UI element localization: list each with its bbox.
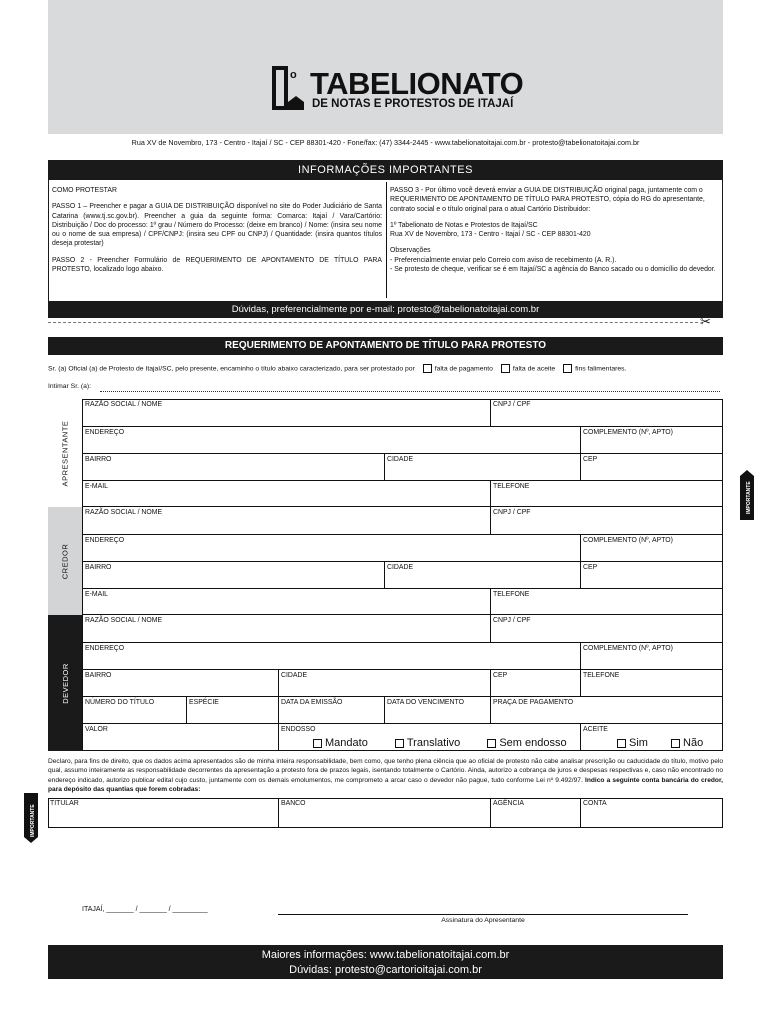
svg-text:o: o	[290, 69, 297, 81]
valor-field[interactable]	[82, 723, 278, 751]
apresentante-telefone-field[interactable]	[490, 480, 723, 507]
info-left-column	[52, 186, 382, 281]
devedor-cnpj-field[interactable]	[490, 615, 723, 642]
aceite-field	[580, 723, 723, 751]
importante-left-label: IMPORTANTE	[30, 804, 36, 837]
field-label: COMPLEMENTO (Nº, APTO)	[583, 537, 673, 544]
field-label: CEP	[493, 672, 508, 679]
translativo-checkbox[interactable]	[395, 739, 404, 748]
assinatura-label: Assinatura do Apresentante	[441, 917, 525, 924]
field-label: TITULAR	[50, 800, 79, 807]
credor-cidade-field[interactable]	[384, 561, 580, 588]
declaracao	[48, 757, 723, 795]
apresentante-endereco-field[interactable]	[82, 426, 580, 453]
apresentante-side	[48, 399, 82, 507]
credor-email-field[interactable]	[82, 588, 490, 615]
logo-subtitle: DE NOTAS E PROTESTOS DE ITAJAÍ	[312, 98, 514, 110]
footer-band	[48, 945, 723, 979]
credor-endereco-field[interactable]	[82, 534, 580, 561]
endosso-options	[313, 737, 567, 749]
credor-complemento-field[interactable]	[580, 534, 723, 561]
falta-aceite-label: falta de aceite	[512, 365, 556, 373]
field-label: ACEITE	[583, 726, 608, 733]
endosso-field	[278, 723, 580, 751]
devedor-side	[48, 615, 82, 751]
field-label: BANCO	[281, 800, 306, 807]
declaracao-bold: Indico a seguinte conta bancária do credor, para depósito das quantias que forem cobradas:	[48, 776, 723, 794]
devedor-telefone-field[interactable]	[580, 669, 723, 696]
field-label: VALOR	[85, 726, 108, 733]
obs-title: Observações	[390, 247, 431, 255]
field-label: CIDADE	[387, 564, 414, 571]
nao-checkbox[interactable]	[671, 739, 680, 748]
endereco-2: Rua XV de Novembro, 173 - Centro - Itajaí / SC - CEP 88301-420	[390, 231, 591, 239]
credor-razao-field[interactable]	[82, 507, 490, 534]
field-label: NÚMERO DO TÍTULO	[85, 699, 155, 706]
apresentante-email-field[interactable]	[82, 480, 490, 507]
sim-checkbox[interactable]	[617, 739, 626, 748]
passo-2: PASSO 2 - Preencher Formulário de REQUERIMENTO DE APONTAMENTO DE TÍTULO PARA PROTESTO, localizado logo abaixo.	[52, 256, 382, 274]
aceite-options	[617, 737, 703, 749]
sim-label: Sim	[629, 737, 648, 749]
field-label: ENDEREÇO	[85, 429, 125, 436]
intimar-field[interactable]	[100, 391, 720, 392]
data-emissao-field[interactable]	[278, 696, 384, 723]
apresentante-cidade-field[interactable]	[384, 453, 580, 480]
titular-field[interactable]	[48, 798, 278, 828]
field-label: COMPLEMENTO (Nº, APTO)	[583, 645, 673, 652]
field-label: CIDADE	[281, 672, 308, 679]
form-title: REQUERIMENTO DE APONTAMENTO DE TÍTULO PARA PROTESTO	[48, 337, 723, 355]
fins-falimentares-checkbox[interactable]	[563, 364, 572, 373]
field-label: BAIRRO	[85, 456, 112, 463]
obs-1: - Preferencialmente enviar pelo Correio com aviso de recebimento (A. R.).	[390, 256, 617, 264]
devedor-complemento-field[interactable]	[580, 642, 723, 669]
field-label: CNPJ / CPF	[493, 401, 531, 408]
mandato-checkbox[interactable]	[313, 739, 322, 748]
fins-falimentares-label: fins falimentares.	[575, 365, 627, 373]
devedor-razao-field[interactable]	[82, 615, 490, 642]
address-line: Rua XV de Novembro, 173 - Centro - Itajaí / SC - CEP 88301-420 - Fone/fax: (47) 3344-2445 - www.tabelionatoitajai.com.br - protesto@tabelionatoitajai.com.br	[131, 138, 640, 147]
logo-ribbon-icon	[268, 62, 306, 116]
como-protestar-heading: COMO PROTESTAR	[52, 187, 117, 194]
apresentante-cnpj-field[interactable]	[490, 399, 723, 426]
credor-bairro-field[interactable]	[82, 561, 384, 588]
devedor-cidade-field[interactable]	[278, 669, 490, 696]
field-label: TELEFONE	[583, 672, 620, 679]
declaracao-text: Declaro, para fins de direito, que os dados acima apresentados são de minha inteira responsabilidade, bem como, que tenho plena ciência que ao oficial de protesto não cabe analisar prescrição ou caducidade do título, motivo pelo qual, assumo inteiramente as responsabilidade decorrentes da apresentação a protesto fora de prazos legais, isentando totalmente o Cartório. Ainda, autorizo a cobrança de juros e despesas respectivas e, caso não encontrado no endereço indicado, autorizo publicar edital cujo custo, juntamente com os demais emolumentos, me comprometo a arcar caso o devedor não pague, tudo conforme Lei nº 9.492/97.	[48, 758, 723, 784]
apresentante-label: APRESENTANTE	[60, 420, 70, 486]
endereco-1: 1º Tabelionato de Notas e Protestos de Itajaí/SC	[390, 221, 538, 229]
devedor-bairro-field[interactable]	[82, 669, 278, 696]
numero-titulo-field[interactable]	[82, 696, 186, 723]
apresentante-complemento-field[interactable]	[580, 426, 723, 453]
logo	[268, 62, 528, 118]
field-label: CNPJ / CPF	[493, 509, 531, 516]
field-label: DATA DO VENCIMENTO	[387, 699, 464, 706]
footer-line-2: Dúvidas: protesto@cartorioitajai.com.br	[289, 964, 482, 976]
data-vencimento-field[interactable]	[384, 696, 490, 723]
field-label: TELEFONE	[493, 483, 530, 490]
local-data[interactable]: ITAJAÍ, _______ / _______ / _________	[82, 906, 208, 913]
info-title: INFORMAÇÕES IMPORTANTES	[48, 160, 723, 180]
field-label: ENDEREÇO	[85, 645, 125, 652]
info-divider	[386, 182, 387, 298]
info-footer: Dúvidas, preferencialmente por e-mail: protesto@tabelionatoitajai.com.br	[48, 302, 723, 318]
field-label: AGÊNCIA	[493, 800, 525, 807]
field-label: ENDEREÇO	[85, 537, 125, 544]
field-label: RAZÃO SOCIAL / NOME	[85, 617, 163, 624]
field-label: COMPLEMENTO (Nº, APTO)	[583, 429, 673, 436]
falta-aceite-checkbox[interactable]	[501, 364, 510, 373]
field-label: TELEFONE	[493, 591, 530, 598]
field-label: CONTA	[583, 800, 607, 807]
field-label: CIDADE	[387, 456, 414, 463]
assinatura-line[interactable]	[278, 914, 688, 915]
mandato-label: Mandato	[325, 737, 368, 749]
praca-pagamento-field[interactable]	[490, 696, 723, 723]
passo-3: PASSO 3 - Por último você deverá enviar a GUIA DE DISTRIBUIÇÃO original paga, juntamente com o REQUERIMENTO DE APONTAMENTO DE TÍTULO PARA PROTESTO, cópia do RG do apresentante, contrato social e o título original para o atual Cartório Distribuidor:	[390, 187, 705, 213]
field-label: RAZÃO SOCIAL / NOME	[85, 509, 163, 516]
credor-telefone-field[interactable]	[490, 588, 723, 615]
translativo-label: Translativo	[406, 737, 461, 749]
intro-text: Sr. (a) Oficial (a) de Protesto de Itajaí/SC, pelo presente, encaminho o título abaixo caracterizado, para ser protestado por	[48, 365, 415, 373]
form-intro	[48, 364, 626, 373]
importante-right-label: IMPORTANTE	[746, 481, 752, 514]
cut-line	[48, 322, 698, 323]
credor-side	[48, 507, 82, 615]
field-label: CEP	[583, 564, 598, 571]
nao-label: Não	[683, 737, 704, 749]
conta-field[interactable]	[580, 798, 723, 828]
credor-cnpj-field[interactable]	[490, 507, 723, 534]
importante-tab-left	[20, 793, 42, 843]
field-label: E-MAIL	[85, 483, 108, 490]
field-label: CEP	[583, 456, 598, 463]
credor-cep-field[interactable]	[580, 561, 723, 588]
info-right-column	[390, 186, 720, 274]
field-label: RAZÃO SOCIAL / NOME	[85, 401, 163, 408]
apresentante-razao-field[interactable]	[82, 399, 490, 426]
agencia-field[interactable]	[490, 798, 580, 828]
logo-title: TABELIONATO	[310, 66, 524, 101]
importante-tab-right	[736, 470, 758, 520]
footer-line-1: Maiores informações: www.tabelionatoitajai.com.br	[261, 949, 510, 961]
field-label: ESPÉCIE	[189, 699, 219, 706]
especie-field[interactable]	[186, 696, 278, 723]
credor-label: CREDOR	[60, 543, 70, 579]
field-label: DATA DA EMISSÃO	[281, 699, 343, 706]
apresentante-cep-field[interactable]	[580, 453, 723, 480]
field-label: ENDOSSO	[281, 726, 316, 733]
falta-pagamento-label: falta de pagamento	[434, 365, 493, 373]
field-label: PRAÇA DE PAGAMENTO	[493, 699, 574, 706]
devedor-label: DEVEDOR	[60, 662, 70, 704]
sem-endosso-label: Sem endosso	[499, 737, 567, 749]
scissors-icon: ✂	[700, 314, 711, 329]
sem-endosso-checkbox[interactable]	[487, 739, 496, 748]
obs-2: - Se protesto de cheque, verificar se é em Itajaí/SC a agência do Banco sacado ou o domicílio do devedor.	[390, 266, 716, 274]
field-label: BAIRRO	[85, 564, 112, 571]
field-label: CNPJ / CPF	[493, 617, 531, 624]
intimar-label: Intimar Sr. (a):	[48, 383, 92, 390]
falta-pagamento-checkbox[interactable]	[423, 364, 432, 373]
field-label: E-MAIL	[85, 591, 108, 598]
passo-1: PASSO 1 – Preencher e pagar a GUIA DE DISTRIBUIÇÃO disponível no site do Poder Judiciário de Santa Catarina (www.tj.sc.gov.br). Preencher a guia da seguinte forma: Comarca: Itajaí / Vara/Cartório: Distribuição / Doc do processo: 1º grau / Número do Processo: (deixe em branco) / Nome: (insira seu nome ou o nome de sua empresa) / CPF/CNPJ: (insira seu CPF ou CNPJ) / Quantidade: (insira quantos títulos deseja protestar)	[52, 203, 382, 248]
devedor-endereco-field[interactable]	[82, 642, 580, 669]
apresentante-bairro-field[interactable]	[82, 453, 384, 480]
banco-field[interactable]	[278, 798, 490, 828]
devedor-cep-field[interactable]	[490, 669, 580, 696]
field-label: BAIRRO	[85, 672, 112, 679]
